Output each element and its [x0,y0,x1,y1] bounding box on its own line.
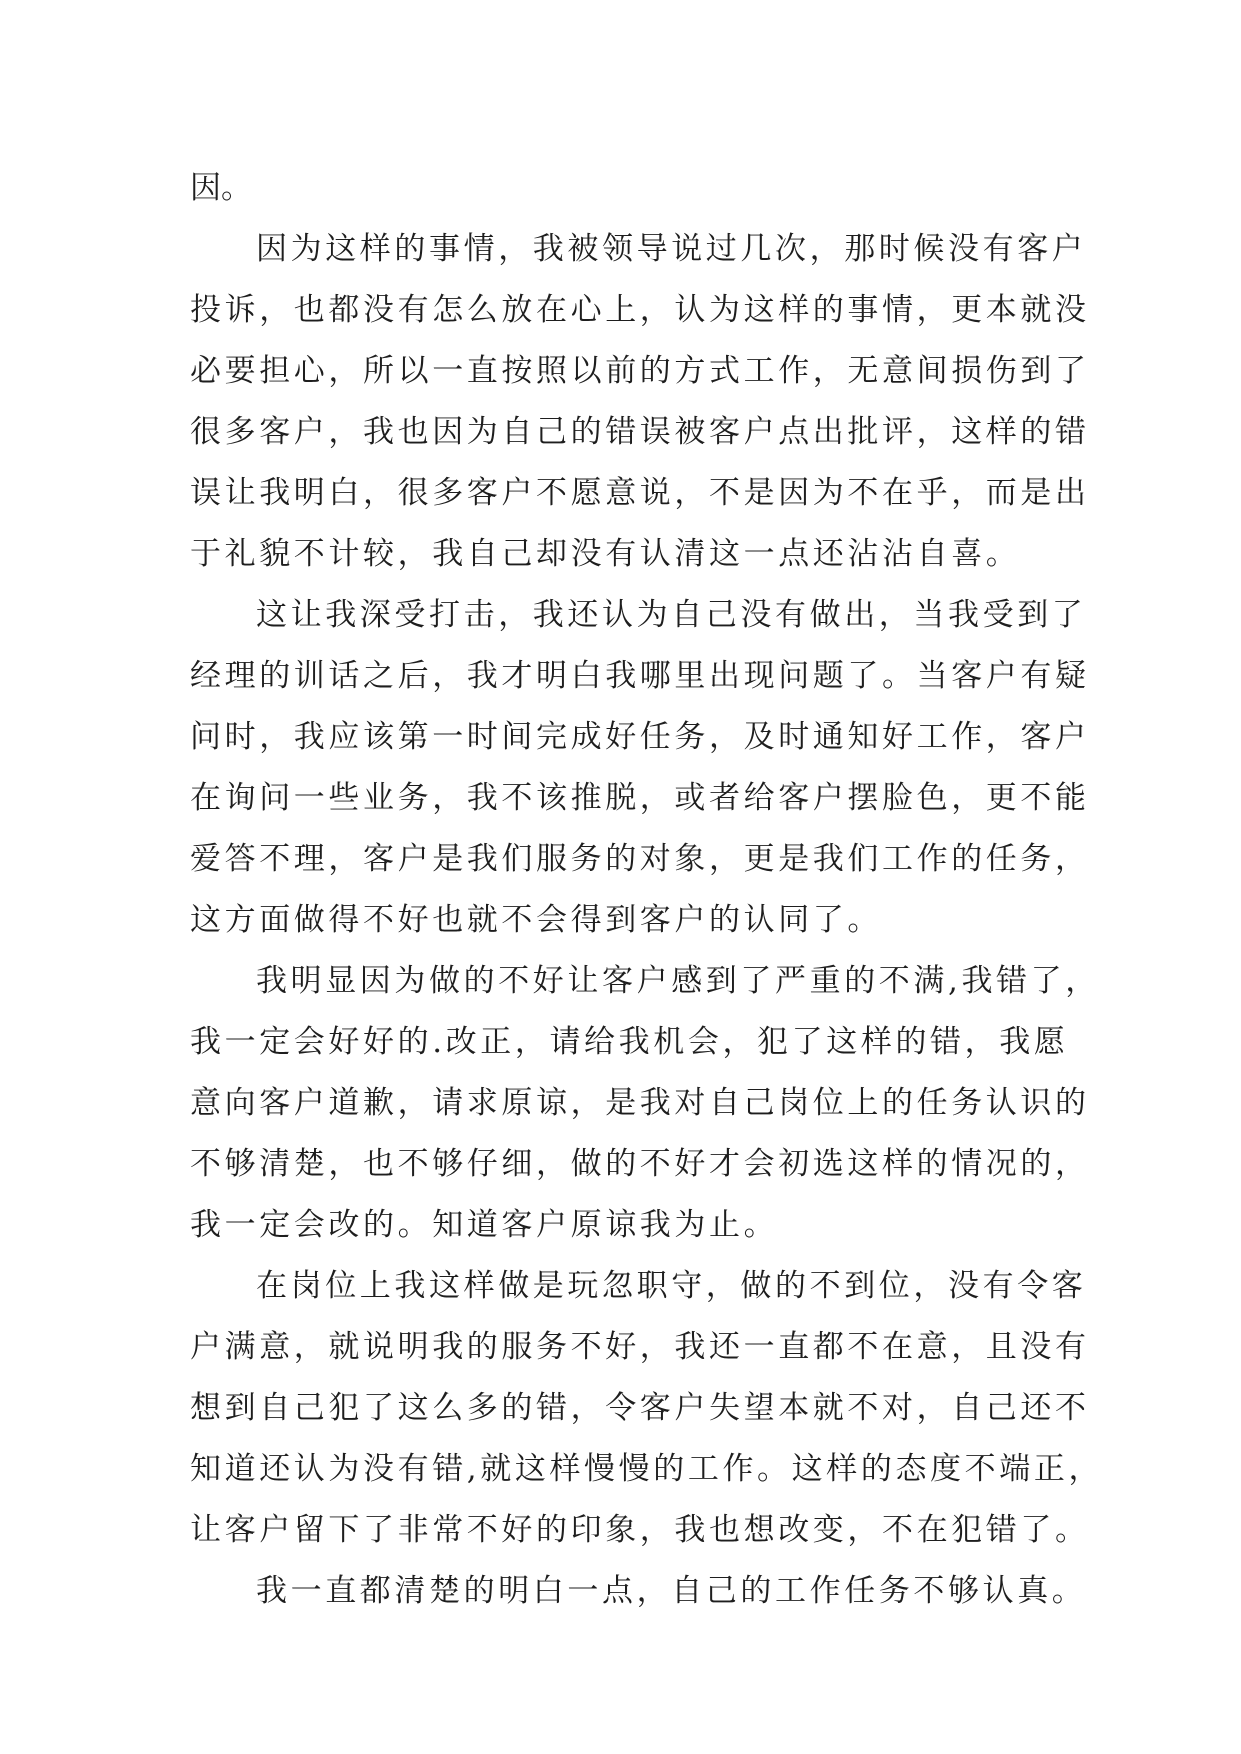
body-text [190,158,1104,1622]
text-line: 必要担心，所以一直按照以前的方式工作，无意间损伤到了 [190,353,1090,389]
text-line: 让客户留下了非常不好的印象，我也想改变，不在犯错了。 [190,1512,1090,1548]
paragraph-first-line: 在岗位上我这样做是玩忽职守，做的不到位，没有令客 [256,1268,1087,1304]
paragraph-first-line: 我一直都清楚的明白一点，自己的工作任务不够认真。 [256,1573,1087,1609]
text-line: 爱答不理，客户是我们服务的对象，更是我们工作的任务， [190,841,1090,877]
text-line: 问时，我应该第一时间完成好任务，及时通知好工作，客户 [190,719,1090,755]
text-line: 投诉，也都没有怎么放在心上，认为这样的事情，更本就没 [190,292,1090,328]
text-line: 在询问一些业务，我不该推脱，或者给客户摆脸色，更不能 [190,780,1090,816]
paragraph-first-line: 这让我深受打击，我还认为自己没有做出，当我受到了 [256,597,1087,633]
text-line: 意向客户道歉，请求原谅，是我对自己岗位上的任务认识的 [190,1085,1090,1121]
text-line: 经理的训话之后，我才明白我哪里出现问题了。当客户有疑 [190,658,1090,694]
paragraph-first-line: 因为这样的事情，我被领导说过几次，那时候没有客户 [256,231,1087,267]
text-line: 这方面做得不好也就不会得到客户的认同了。 [190,902,882,938]
text-line: 知道还认为没有错,就这样慢慢的工作。这样的态度不端正， [190,1451,1104,1487]
text-line: 于礼貌不计较，我自己却没有认清这一点还沾沾自喜。 [190,536,1021,572]
text-line: 误让我明白，很多客户不愿意说，不是因为不在乎，而是出 [190,475,1090,511]
text-line: 我一定会改的。知道客户原谅我为止。 [190,1207,779,1243]
text-line: 很多客户，我也因为自己的错误被客户点出批评，这样的错 [190,414,1090,450]
text-line: 因。 [190,170,252,206]
paragraph-first-line: 我明显因为做的不好让客户感到了严重的不满,我错了， [256,963,1100,999]
text-line: 不够清楚，也不够仔细，做的不好才会初选这样的情况的， [190,1146,1090,1182]
text-line: 想到自己犯了这么多的错，令客户失望本就不对，自己还不 [190,1390,1090,1426]
text-line: 户满意，就说明我的服务不好，我还一直都不在意，且没有 [190,1329,1090,1365]
text-line: 我一定会好好的.改正，请给我机会，犯了这样的错，我愿 [190,1024,1069,1060]
